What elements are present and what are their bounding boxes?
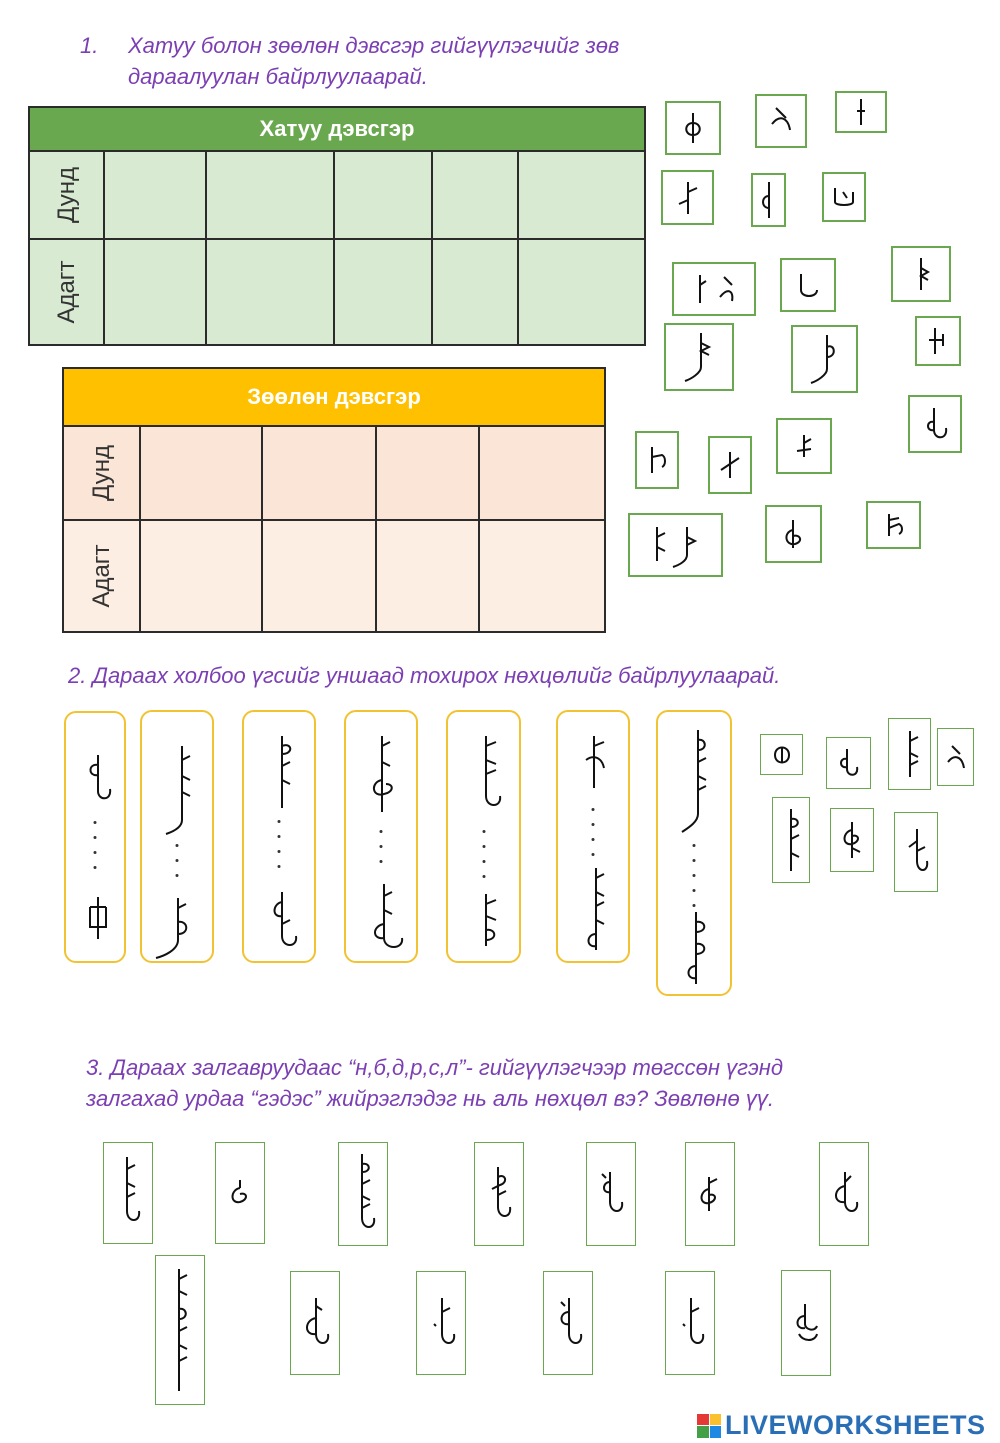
mongolian-word-glyph (162, 742, 198, 838)
hard-drop-slot[interactable] (518, 239, 645, 345)
letter-card[interactable] (628, 513, 723, 577)
mongolian-letter-glyph (906, 256, 936, 292)
soft-row-end-label: Адагт (63, 520, 140, 632)
mongolian-letter-glyph (679, 329, 719, 385)
dot-leader (176, 844, 179, 877)
hard-drop-slot[interactable] (104, 151, 206, 239)
mongolian-suffix-glyph (695, 1173, 725, 1215)
liveworksheets-logo (697, 1410, 986, 1441)
section1-number: 1. (80, 33, 99, 58)
soft-drop-slot[interactable] (262, 426, 376, 520)
mongolian-letter-glyph (641, 521, 711, 569)
mongolian-letter-glyph (879, 510, 909, 540)
phrase-drop-target[interactable] (556, 710, 630, 963)
section1-line1: 1. Хатуу болон зөөлөн дэвсгэр гийгүүлэгчийг зөв (80, 30, 619, 61)
soft-table (62, 367, 606, 633)
mongolian-suffix-glyph (226, 1176, 254, 1210)
hard-drop-slot[interactable] (334, 239, 432, 345)
mongolian-word-glyph (80, 751, 114, 811)
logo-wordmark: LIVEWORKSHEETS (725, 1410, 986, 1440)
suffix-option-card[interactable] (155, 1255, 205, 1405)
mongolian-word-glyph (264, 888, 304, 956)
mongolian-letter-glyph (779, 516, 809, 552)
mongolian-word-glyph (676, 726, 716, 836)
section3-instruction (86, 1052, 783, 1114)
suffix-option-card[interactable] (338, 1142, 388, 1246)
suffix-card[interactable] (937, 728, 974, 786)
mongolian-letter-glyph (766, 104, 796, 138)
phrase-drop-target[interactable] (344, 710, 418, 963)
mongolian-suffix-glyph (482, 1163, 516, 1225)
section3-line1: 3. Дараах залгавруудаас “н,б,д,р,с,л”- гийгүүлэгчээр төгссөн үгэнд (86, 1055, 784, 1080)
soft-row-middle-label: Дунд (63, 426, 140, 520)
mongolian-word-glyph (360, 880, 410, 956)
phrase-drop-target[interactable] (140, 710, 214, 963)
suffix-card[interactable] (894, 812, 938, 892)
hard-drop-slot[interactable] (334, 151, 432, 239)
mongolian-suffix-glyph (778, 805, 804, 875)
mongolian-suffix-glyph (346, 1150, 380, 1238)
suffix-option-card[interactable] (416, 1271, 466, 1375)
mongolian-letter-glyph (849, 97, 873, 127)
hard-row-middle-label: Дунд (29, 151, 104, 239)
dot-leader (380, 830, 383, 863)
letter-card[interactable] (661, 170, 714, 225)
letter-card[interactable] (664, 323, 734, 391)
letter-card[interactable] (866, 501, 921, 549)
mongolian-letter-glyph (642, 443, 672, 477)
suffix-card[interactable] (772, 797, 810, 883)
hard-drop-slot[interactable] (432, 151, 518, 239)
mongolian-word-glyph (468, 732, 508, 818)
mongolian-word-glyph (264, 732, 300, 812)
letter-card[interactable] (635, 431, 679, 489)
suffix-option-card[interactable] (819, 1142, 869, 1246)
mongolian-word-glyph (468, 890, 508, 950)
section1-instruction (80, 30, 619, 92)
letter-card[interactable] (780, 258, 836, 312)
hard-drop-slot[interactable] (432, 239, 518, 345)
hard-drop-slot[interactable] (104, 239, 206, 345)
mongolian-letter-glyph (805, 331, 845, 387)
letter-card[interactable] (708, 436, 752, 494)
mongolian-word-glyph (80, 893, 114, 943)
soft-drop-slot[interactable] (479, 426, 605, 520)
suffix-card[interactable] (826, 737, 871, 789)
mongolian-suffix-glyph (838, 818, 866, 862)
suffix-option-card[interactable] (103, 1142, 153, 1244)
suffix-card[interactable] (760, 734, 803, 775)
soft-drop-slot[interactable] (376, 426, 479, 520)
hard-row-end-label: Адагт (29, 239, 104, 345)
mongolian-suffix-glyph (835, 745, 863, 781)
mongolian-letter-glyph (920, 404, 950, 444)
suffix-card[interactable] (830, 808, 874, 872)
letter-card[interactable] (835, 91, 887, 133)
soft-drop-slot[interactable] (140, 520, 262, 632)
suffix-option-card[interactable] (543, 1271, 593, 1375)
suffix-option-card[interactable] (290, 1271, 340, 1375)
mongolian-suffix-glyph (594, 1168, 628, 1220)
mongolian-suffix-glyph (944, 740, 968, 774)
letter-card[interactable] (776, 418, 832, 474)
hard-drop-slot[interactable] (518, 151, 645, 239)
suffix-option-card[interactable] (781, 1270, 831, 1376)
dot-leader (278, 820, 281, 868)
logo-badge-icon (697, 1414, 721, 1438)
mongolian-word-glyph (576, 732, 616, 792)
letter-card[interactable] (915, 316, 961, 366)
mongolian-word-glyph (152, 894, 198, 960)
mongolian-letter-glyph (793, 268, 823, 302)
letter-card[interactable] (751, 173, 786, 227)
phrase-drop-target[interactable] (656, 710, 732, 996)
letter-card[interactable] (765, 505, 822, 563)
letter-card[interactable] (791, 325, 858, 393)
mongolian-word-glyph (676, 908, 716, 988)
mongolian-suffix-glyph (298, 1294, 332, 1352)
mongolian-word-glyph (576, 864, 616, 954)
hard-table-header: Хатуу дэвсгэр (29, 107, 645, 151)
phrase-drop-target[interactable] (446, 710, 521, 963)
mongolian-letter-glyph (715, 448, 745, 482)
mongolian-suffix-glyph (789, 1300, 823, 1346)
soft-drop-slot[interactable] (140, 426, 262, 520)
mongolian-suffix-glyph (901, 825, 931, 879)
mongolian-letter-glyph (673, 180, 703, 216)
mongolian-letter-glyph (758, 180, 780, 220)
soft-drop-slot[interactable] (479, 520, 605, 632)
mongolian-suffix-glyph (769, 743, 795, 767)
section1-line2: дараалуулан байрлуулаарай. (128, 64, 428, 89)
suffix-option-card[interactable] (665, 1271, 715, 1375)
letter-card[interactable] (665, 101, 721, 155)
suffix-option-card[interactable] (586, 1142, 636, 1246)
mongolian-suffix-glyph (896, 727, 924, 781)
phrase-drop-target[interactable] (64, 711, 126, 963)
letter-card[interactable] (672, 262, 756, 316)
letter-card[interactable] (755, 94, 807, 148)
mongolian-letter-glyph (829, 182, 859, 212)
hard-drop-slot[interactable] (206, 239, 334, 345)
mongolian-suffix-glyph (424, 1294, 458, 1352)
phrase-drop-target[interactable] (242, 710, 316, 963)
mongolian-letter-glyph (923, 324, 953, 358)
mongolian-suffix-glyph (827, 1168, 861, 1220)
letter-card[interactable] (822, 172, 866, 222)
soft-drop-slot[interactable] (262, 520, 376, 632)
suffix-option-card[interactable] (215, 1142, 265, 1244)
letter-card[interactable] (891, 246, 951, 302)
section2-instruction: 2. Дараах холбоо үгсийг уншаад тохирох нөхцөлийг байрлуулаарай. (68, 663, 781, 688)
suffix-card[interactable] (888, 718, 931, 790)
hard-drop-slot[interactable] (206, 151, 334, 239)
hard-table (28, 106, 646, 346)
soft-table-header: Зөөлөн дэвсгэр (63, 368, 605, 426)
dot-leader (94, 821, 97, 869)
mongolian-letter-glyph (789, 431, 819, 461)
mongolian-letter-glyph (678, 111, 708, 145)
mongolian-suffix-glyph (673, 1294, 707, 1352)
mongolian-word-glyph (364, 732, 404, 818)
section3-line2: залгахад урдаа “гэдэс” жийрэглэдэг нь аль нөхцөл вэ? Зөвлөнө үү. (86, 1086, 774, 1111)
mongolian-suffix-glyph (163, 1265, 197, 1395)
soft-drop-slot[interactable] (376, 520, 479, 632)
suffix-option-card[interactable] (685, 1142, 735, 1246)
letter-card[interactable] (908, 395, 962, 453)
dot-leader (592, 808, 595, 856)
mongolian-letter-glyph (684, 271, 744, 307)
mongolian-suffix-glyph (551, 1294, 585, 1352)
dot-leader (693, 844, 696, 907)
mongolian-suffix-glyph (111, 1153, 145, 1233)
dot-leader (482, 830, 485, 878)
suffix-option-card[interactable] (474, 1142, 524, 1246)
